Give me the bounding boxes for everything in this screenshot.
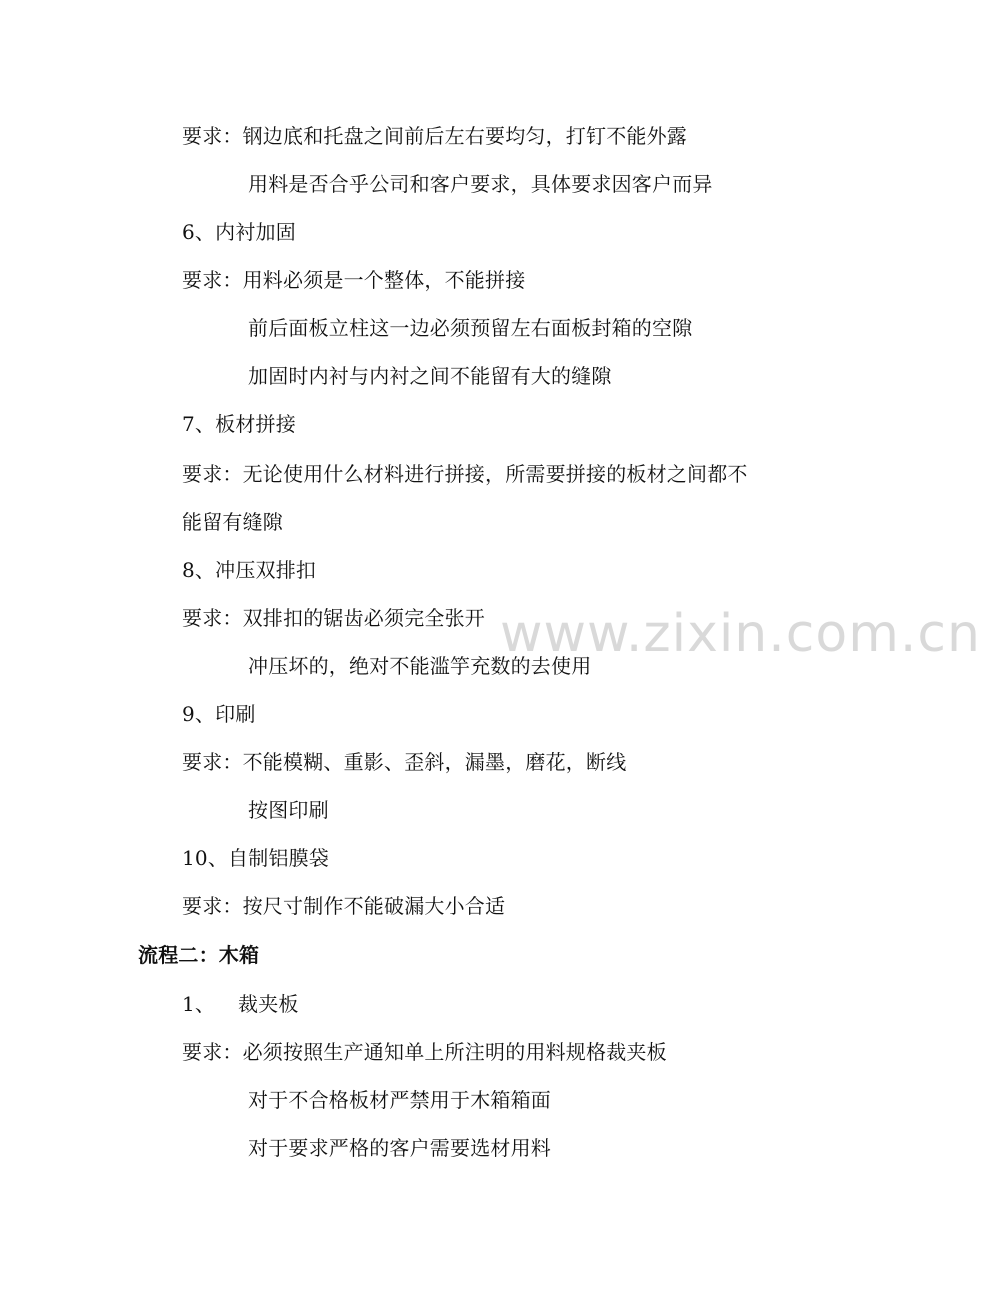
requirement-line: 要求：钢边底和托盘之间前后左右要均匀，打钉不能外露 xyxy=(182,124,687,148)
item-number: 1、 xyxy=(182,992,216,1016)
requirement-line: 要求：无论使用什么材料进行拼接，所需要拼接的板材之间都不 xyxy=(182,462,748,486)
requirement-detail: 对于不合格板材严禁用于木箱箱面 xyxy=(248,1088,551,1112)
section-heading: 8、冲压双排扣 xyxy=(182,558,317,582)
requirement-line: 要求：必须按照生产通知单上所注明的用料规格裁夹板 xyxy=(182,1040,667,1064)
process-heading: 流程二：木箱 xyxy=(138,943,260,967)
watermark-text: www.zixin.com.cn xyxy=(500,604,981,664)
section-heading: 7、板材拼接 xyxy=(182,412,296,436)
section-heading: 9、印刷 xyxy=(182,702,256,726)
requirement-detail: 用料是否合乎公司和客户要求，具体要求因客户而异 xyxy=(248,172,713,196)
requirement-detail: 前后面板立柱这一边必须预留左右面板封箱的空隙 xyxy=(248,316,693,340)
requirement-line: 要求：按尺寸制作不能破漏大小合适 xyxy=(182,894,506,918)
section-heading: 6、内衬加固 xyxy=(182,220,296,244)
requirement-detail: 按图印刷 xyxy=(248,798,329,822)
section-heading: 10、自制铝膜袋 xyxy=(182,846,330,870)
requirement-detail: 冲压坏的，绝对不能滥竽充数的去使用 xyxy=(248,654,592,678)
item-title: 裁夹板 xyxy=(238,992,299,1016)
requirement-detail: 加固时内衬与内衬之间不能留有大的缝隙 xyxy=(248,364,612,388)
requirement-line: 要求：双排扣的锯齿必须完全张开 xyxy=(182,606,485,630)
requirement-detail: 对于要求严格的客户需要选材用料 xyxy=(248,1136,551,1160)
requirement-continuation: 能留有缝隙 xyxy=(182,510,283,534)
requirement-line: 要求：不能模糊、重影、歪斜，漏墨，磨花，断线 xyxy=(182,750,627,774)
requirement-line: 要求：用料必须是一个整体，不能拼接 xyxy=(182,268,526,292)
